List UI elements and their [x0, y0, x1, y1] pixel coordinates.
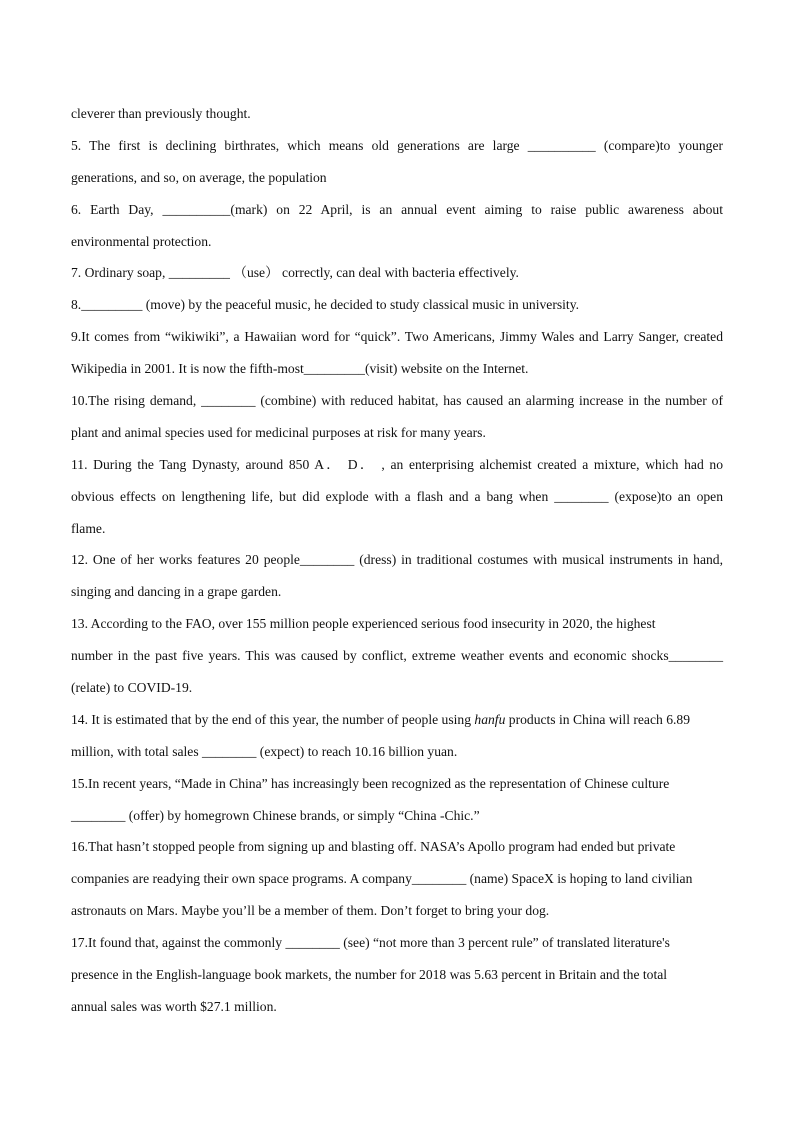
text-line: Wikipedia in 2001. It is now the fifth-most_________(visit) website on the Internet. — [71, 361, 529, 377]
text-line: 11. During the Tang Dynasty, around 850 A． D． , an enterprising alchemist created a mixture, which had no — [71, 456, 723, 472]
text-line: cleverer than previously thought. — [71, 106, 251, 121]
text-line: 10.The rising demand, ________ (combine) with reduced habitat, has caused an alarming increase in the number of — [71, 393, 723, 409]
text-line — [71, 704, 723, 736]
text-line: 7. Ordinary soap, _________ （use） correctly, can deal with bacteria effectively. — [71, 265, 519, 281]
text-line: annual sales was worth $27.1 million. — [71, 998, 277, 1014]
text-segment: 14. It is estimated that by the end of this year, the number of people using — [71, 711, 475, 727]
text-line: plant and animal species used for medicinal purposes at risk for many years. — [71, 424, 486, 440]
text-line: flame. — [71, 520, 106, 536]
italic-term: hanfu — [474, 711, 506, 727]
text-line: (relate) to COVID-19. — [71, 680, 193, 696]
text-line: presence in the English-language book markets, the number for 2018 was 5.63 percent in Britain and the total — [71, 967, 668, 983]
text-line: generations, and so, on average, the population — [71, 169, 327, 185]
text-line: astronauts on Mars. Maybe you’ll be a member of them. Don’t forget to bring your dog. — [71, 903, 550, 919]
exercise-text — [71, 98, 723, 1023]
text-line: 9.It comes from “wikiwiki”, a Hawaiian word for “quick”. Two Americans, Jimmy Wales and Larry Sanger, created — [71, 329, 723, 345]
text-line: 17.It found that, against the commonly ________ (see) “not more than 3 percent rule” of translated literature's — [71, 935, 670, 951]
text-line: 13. According to the FAO, over 155 million people experienced serious food insecurity in 2020, the highest — [71, 616, 656, 632]
text-line: companies are readying their own space programs. A company________ (name) SpaceX is hoping to land civilian — [71, 871, 693, 887]
text-line: singing and dancing in a grape garden. — [71, 584, 282, 600]
text-segment: products in China will reach 6.89 — [505, 711, 690, 727]
text-line: 15.In recent years, “Made in China” has increasingly been recognized as the representation of Chinese culture — [71, 775, 670, 791]
text-line: 6. Earth Day, __________(mark) on 22 April, is an annual event aiming to raise public awareness about — [71, 201, 723, 217]
text-line: million, with total sales ________ (expect) to reach 10.16 billion yuan. — [71, 743, 458, 759]
text-line: 12. One of her works features 20 people________ (dress) in traditional costumes with musical instruments in hand, — [71, 552, 723, 568]
text-line: environmental protection. — [71, 233, 212, 249]
text-line: obvious effects on lengthening life, but did explode with a flash and a bang when ________ (expose)to an open — [71, 488, 723, 504]
text-line: number in the past five years. This was caused by conflict, extreme weather events and economic shocks________ — [71, 648, 723, 664]
text-line: 16.That hasn’t stopped people from signing up and blasting off. NASA’s Apollo program had ended but private — [71, 839, 676, 855]
text-line: ________ (offer) by homegrown Chinese brands, or simply “China -Chic.” — [71, 807, 480, 823]
text-line: 5. The first is declining birthrates, which means old generations are large __________ (compare)to younger — [71, 137, 723, 153]
text-line: 8._________ (move) by the peaceful music, he decided to study classical music in university. — [71, 297, 580, 313]
